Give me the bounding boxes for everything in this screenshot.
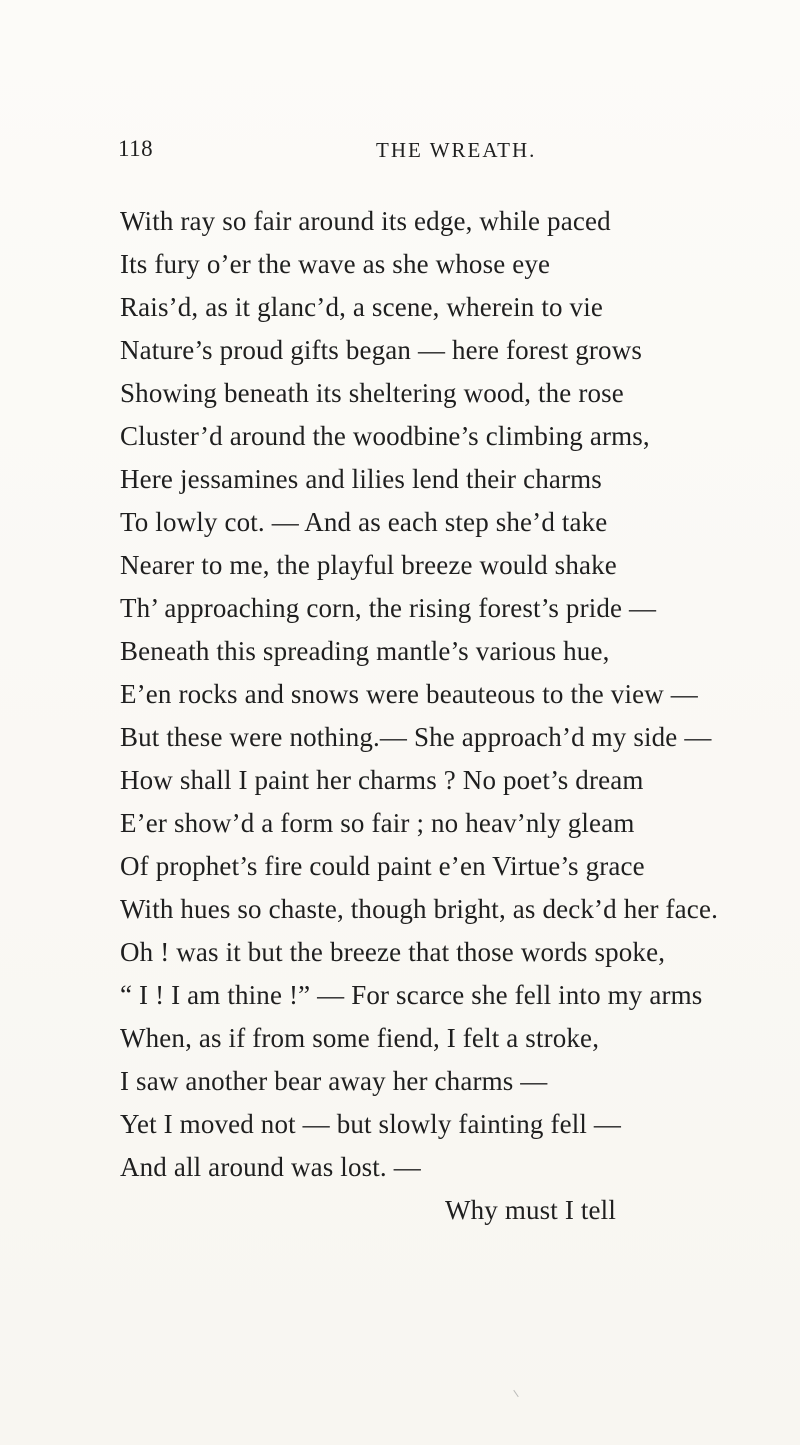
poem-line-8: To lowly cot. — And as each step she’d take xyxy=(120,507,608,537)
poem-line-7: Here jessamines and lilies lend their charms xyxy=(120,464,602,494)
poem-line-11: Beneath this spreading mantle’s various hue, xyxy=(120,636,610,666)
poem-line-5: Showing beneath its sheltering wood, the rose xyxy=(120,378,624,408)
poem-line-1: With ray so fair around its edge, while paced xyxy=(120,206,611,236)
poem-line-13: But these were nothing.— She approach’d my side — xyxy=(120,722,712,752)
running-title: THE WREATH. xyxy=(376,138,537,162)
poem-line-15: E’er show’d a form so fair ; no heav’nly gleam xyxy=(120,808,635,838)
poem-line-21: I saw another bear away her charms — xyxy=(120,1066,548,1096)
poem-line-14: How shall I paint her charms ? No poet’s dream xyxy=(120,765,644,795)
poem-line-9: Nearer to me, the playful breeze would shake xyxy=(120,550,617,580)
poem-line-16: Of prophet’s fire could paint e’en Virtue’s grace xyxy=(120,851,645,881)
poem-line-6: Cluster’d around the woodbine’s climbing arms, xyxy=(120,421,650,451)
poem-line-10: Th’ approaching corn, the rising forest’s pride — xyxy=(120,593,657,623)
poem-line-17: With hues so chaste, though bright, as deck’d her face. xyxy=(120,894,718,924)
poem-line-3: Rais’d, as it glanc’d, a scene, wherein to vie xyxy=(120,292,603,322)
poem-line-24: Why must I tell xyxy=(445,1195,616,1225)
poem-line-22: Yet I moved not — but slowly fainting fell — xyxy=(120,1109,622,1139)
poem-line-12: E’en rocks and snows were beauteous to the view — xyxy=(120,679,698,709)
paper-mark xyxy=(513,1390,518,1397)
poem-line-20: When, as if from some fiend, I felt a stroke, xyxy=(120,1023,600,1053)
poem-line-4: Nature’s proud gifts began — here forest grows xyxy=(120,335,643,365)
running-head xyxy=(118,136,738,166)
poem-line-19: “ I ! I am thine !” — For scarce she fell into my arms xyxy=(120,980,703,1010)
page-number: 118 xyxy=(118,136,154,161)
poem-line-2: Its fury o’er the wave as she whose eye xyxy=(120,249,551,279)
poem-line-23: And all around was lost. — xyxy=(120,1152,421,1182)
poem-line-18: Oh ! was it but the breeze that those words spoke, xyxy=(120,937,666,967)
